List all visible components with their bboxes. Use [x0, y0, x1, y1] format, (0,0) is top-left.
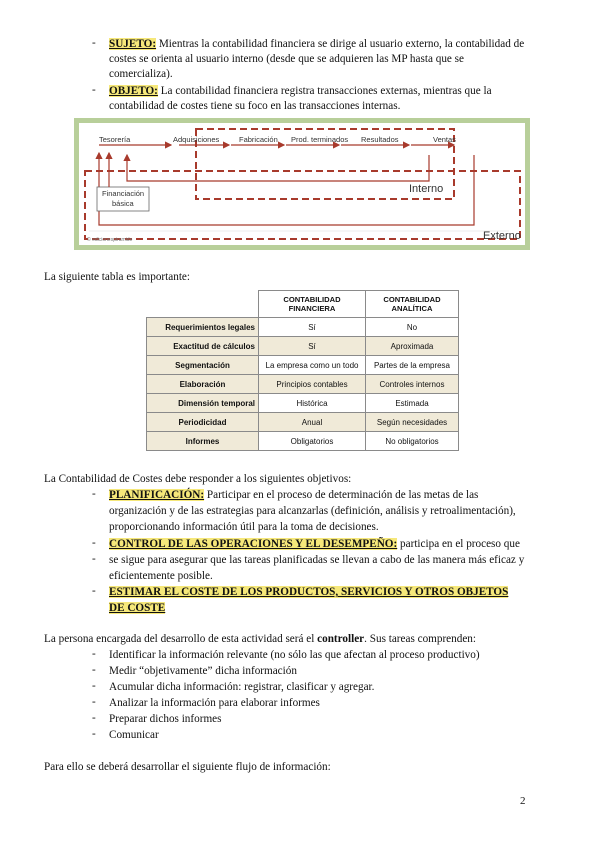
bullet-dash: - — [92, 728, 96, 740]
header-analitica: CONTABILIDAD ANALÍTICA — [366, 291, 459, 318]
subject-line-3: comercializa). — [109, 68, 173, 80]
row-label: Informes — [147, 432, 259, 451]
task-item: Preparar dichos informes — [109, 713, 222, 725]
financing-line-2: básica — [112, 199, 134, 208]
object-line-1: OBJETO: La contabilidad financiera registra transacciones externas, mientras que la — [109, 85, 492, 97]
table-corner — [147, 291, 259, 318]
internal-label: Interno — [409, 183, 444, 195]
cell-analitica: Estimada — [366, 394, 459, 413]
row-label: Requerimientos legales — [147, 318, 259, 337]
row-label: Dimensión temporal — [147, 394, 259, 413]
controller-term: controller — [317, 633, 365, 645]
table-intro: La siguiente tabla es importante: — [44, 271, 191, 283]
planning-label: PLANIFICACIÓN: — [109, 489, 205, 501]
cell-analitica: Aproximada — [366, 337, 459, 356]
planning-line-1: PLANIFICACIÓN: Participar en el proceso de determinación de las metas de las — [109, 489, 479, 501]
cell-analitica: Según necesidades — [366, 413, 459, 432]
estimate-line-1: ESTIMAR EL COSTE DE LOS PRODUCTOS, SERVICIOS Y OTROS OBJETOS — [109, 586, 509, 598]
subject-label: SUJETO: — [109, 38, 157, 50]
estimate-line-2: DE COSTE — [109, 602, 166, 614]
task-item: Identificar la información relevante (no sólo las que afectan al proceso productivo) — [109, 649, 480, 661]
table-row — [147, 318, 459, 337]
bullet-dash: - — [92, 664, 96, 676]
task-item: Comunicar — [109, 729, 159, 741]
subject-line-2: costes se orienta al usuario interno (desde que se adquieren las MP hasta que se — [109, 53, 464, 65]
table-row — [147, 356, 459, 375]
node-tesoreria: Tesorería — [99, 135, 131, 144]
task-item: Medir “objetivamente” dicha información — [109, 665, 297, 677]
cell-financiera: Obligatorios — [259, 432, 366, 451]
accounting-flow-diagram — [74, 118, 530, 250]
cell-financiera: Histórica — [259, 394, 366, 413]
node-ventas: Ventas — [433, 135, 456, 144]
object-line-2: contabilidad de costes tiene su foco en las transacciones internas. — [109, 100, 401, 112]
bullet-dash: - — [92, 488, 96, 500]
node-fabricacion: Fabricación — [239, 135, 278, 144]
external-label: Externo — [483, 230, 521, 242]
task-item: Acumular dicha información: registrar, clasificar y agregar. — [109, 681, 375, 693]
cell-analitica: Partes de la empresa — [366, 356, 459, 375]
bullet-dash: - — [92, 712, 96, 724]
cell-analitica: No — [366, 318, 459, 337]
cell-analitica: Controles internos — [366, 375, 459, 394]
table-row — [147, 375, 459, 394]
row-label: Exactitud de cálculos — [147, 337, 259, 356]
table-header-row — [147, 291, 459, 318]
cell-financiera: Anual — [259, 413, 366, 432]
cell-financiera: Sí — [259, 337, 366, 356]
cell-analitica: No obligatorios — [366, 432, 459, 451]
planning-line-2: organización y de las estrategias para alcanzarlas (definición, análisis y retroalimentación), — [109, 505, 516, 517]
page-number: 2 — [520, 795, 526, 807]
object-label: OBJETO: — [109, 85, 158, 97]
table-row — [147, 337, 459, 356]
bullet-dash: - — [92, 537, 96, 549]
diagram-credit: © edicionespiramide — [87, 237, 133, 243]
controller-intro: La persona encargada del desarrollo de esta actividad será el controller. Sus tareas comprenden: — [44, 633, 476, 645]
row-label: Periodicidad — [147, 413, 259, 432]
control-label: CONTROL DE LAS OPERACIONES Y EL DESEMPEÑO: — [109, 538, 398, 550]
task-item: Analizar la información para elaborar informes — [109, 697, 320, 709]
bullet-dash: - — [92, 696, 96, 708]
control-line-1: CONTROL DE LAS OPERACIONES Y EL DESEMPEÑO: participa en el proceso que — [109, 538, 520, 550]
bullet-dash: - — [92, 37, 96, 49]
subject-line-1: SUJETO: Mientras la contabilidad financiera se dirige al usuario externo, la contabilidad de — [109, 38, 525, 50]
table-row — [147, 394, 459, 413]
table-row — [147, 413, 459, 432]
node-prod-terminados: Prod. terminados — [291, 135, 349, 144]
node-adquisiciones: Adquisiciones — [173, 135, 220, 144]
bullet-dash: - — [92, 553, 96, 565]
bullet-dash: - — [92, 84, 96, 96]
node-resultados: Resultados — [361, 135, 399, 144]
table-row — [147, 432, 459, 451]
closing-text: Para ello se deberá desarrollar el siguiente flujo de información: — [44, 761, 331, 773]
cell-financiera: Sí — [259, 318, 366, 337]
cell-financiera: La empresa como un todo — [259, 356, 366, 375]
objectives-intro: La Contabilidad de Costes debe responder a los siguientes objetivos: — [44, 473, 352, 485]
bullet-dash: - — [92, 680, 96, 692]
control-line-2: se sigue para asegurar que las tareas planificadas se llevan a cabo de las manera más eficaz y — [109, 554, 525, 566]
header-financiera: CONTABILIDAD FINANCIERA — [259, 291, 366, 318]
financing-line-1: Financiación — [102, 189, 145, 198]
row-label: Elaboración — [147, 375, 259, 394]
bullet-dash: - — [92, 585, 96, 597]
comparison-table — [146, 290, 459, 451]
bullet-dash: - — [92, 648, 96, 660]
row-label: Segmentación — [147, 356, 259, 375]
cell-financiera: Principios contables — [259, 375, 366, 394]
control-line-3: eficientemente posible. — [109, 570, 213, 582]
planning-line-3: proporcionando información útil para la toma de decisiones. — [109, 521, 379, 533]
